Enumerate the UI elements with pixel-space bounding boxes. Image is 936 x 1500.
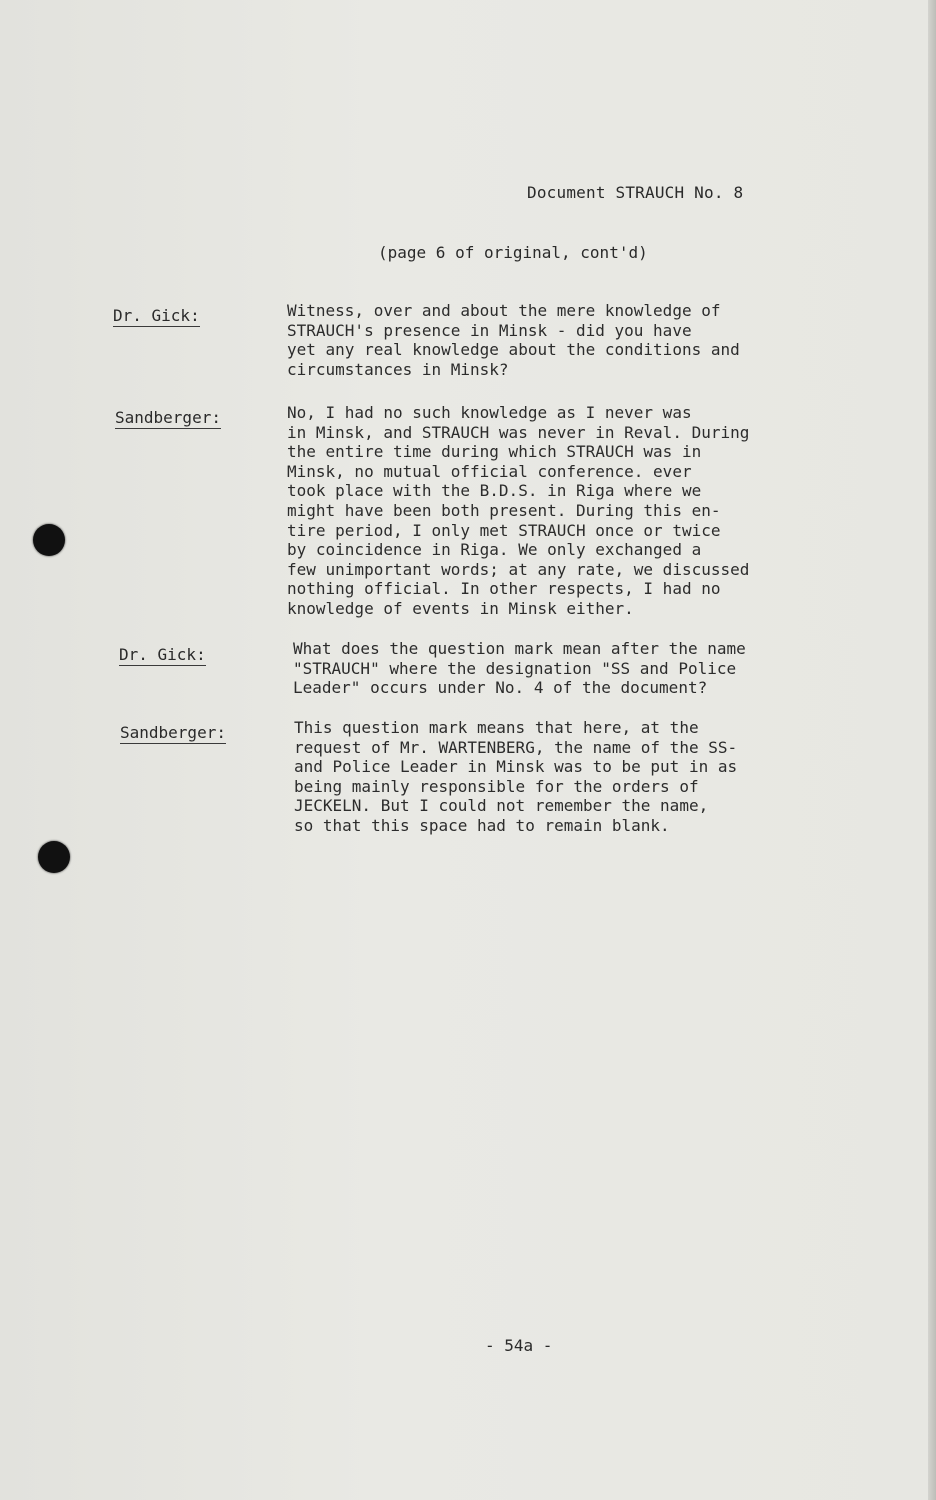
speech-text [287,301,740,379]
punch-hole-top [33,524,65,556]
speaker-label: Sandberger: [120,723,226,742]
speech-line: in Minsk, and STRAUCH was never in Reval. During [287,422,750,442]
speech-line: Minsk, no mutual official conference. ever [287,461,692,481]
speech-line: by coincidence in Riga. We only exchanged a [287,540,702,560]
speech-line: being mainly responsible for the orders of [294,776,699,796]
speaker-label: Sandberger: [115,408,221,427]
speech-line: Witness, over and about the mere knowledge of [287,301,721,320]
speech-line: and Police Leader in Minsk was to be put in as [294,757,738,777]
page-reference: (page 6 of original, cont'd) [378,243,648,262]
speech-line: took place with the B.D.S. in Riga where we [287,481,702,501]
document-id: Document STRAUCH No. 8 [527,183,744,202]
speech-line: yet any real knowledge about the conditions and [287,340,740,360]
speech-text [287,403,749,619]
speech-line: nothing official. In other respects, I had no [287,579,721,599]
speaker-label: Dr. Gick: [113,306,200,325]
paper-edge [928,0,936,1500]
speech-line: This question mark means that here, at the [294,718,699,737]
speech-line: What does the question mark mean after the name [293,639,746,658]
speech-line: the entire time during which STRAUCH was in [287,442,702,462]
speech-line: tire period, I only met STRAUCH once or twice [287,520,721,540]
speech-text [293,639,746,698]
speech-line: Leader" occurs under No. 4 of the document? [293,678,708,698]
speech-line: No, I had no such knowledge as I never was [287,403,692,422]
speech-line: STRAUCH's presence in Minsk - did you have [287,320,692,340]
speech-line: knowledge of events in Minsk either. [287,598,634,618]
speech-line: few unimportant words; at any rate, we discussed [287,559,750,579]
speech-line: might have been both present. During this en- [287,500,721,520]
speech-line: JECKELN. But I could not remember the name, [294,796,709,816]
punch-hole-bottom [38,841,70,873]
speech-text [294,718,737,836]
page-number: - 54a - [485,1336,553,1355]
speech-line: "STRAUCH" where the designation "SS and Police [293,658,737,678]
speech-line: request of Mr. WARTENBERG, the name of the SS- [294,737,738,757]
speaker-label: Dr. Gick: [119,645,206,664]
speech-line: circumstances in Minsk? [287,359,509,379]
speech-line: so that this space had to remain blank. [294,815,670,835]
